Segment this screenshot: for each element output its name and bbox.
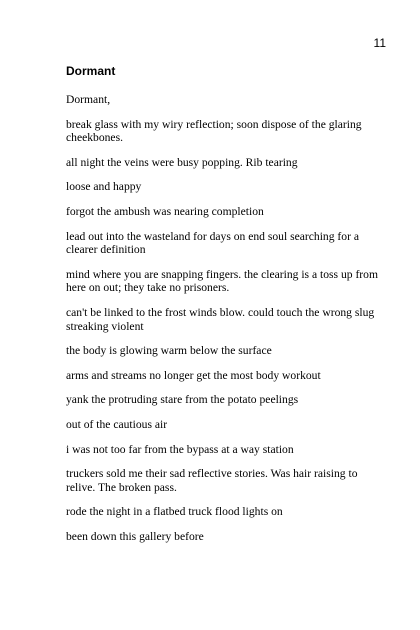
poem-line: Dormant, xyxy=(66,93,111,106)
poem-line: loose and happy xyxy=(66,180,142,194)
poem-line: the body is glowing warm below the surface xyxy=(66,344,272,358)
poem-line: i was not too far from the bypass at a way station xyxy=(66,442,294,456)
page-number: 11 xyxy=(373,36,386,50)
poem-line: yank the protruding stare from the potato peelings xyxy=(66,393,299,407)
poem-line: rode the night in a flatbed truck flood lights on xyxy=(66,505,283,519)
poem-body xyxy=(66,93,388,554)
poem-line: truckers sold me their sad reflective stories. Was hair raising to relive. The broken pass. xyxy=(66,467,358,494)
poem-line: break glass with my wiry reflection; soon dispose of the glaring cheekbones. xyxy=(66,117,362,145)
poem-title: Dormant xyxy=(66,64,116,78)
poem-line: mind where you are snapping fingers. the clearing is a toss up from here on out; they take no prisoners. xyxy=(66,267,378,295)
poem-line: forgot the ambush was nearing completion xyxy=(66,204,264,218)
poem-line: can't be linked to the frost winds blow. could touch the wrong slug streaking violent xyxy=(66,305,375,333)
poem-line: out of the cautious air xyxy=(66,417,168,431)
poem-line: arms and streams no longer get the most body workout xyxy=(66,368,321,382)
poem-line: lead out into the wasteland for days on end soul searching for a clearer definition xyxy=(66,229,359,257)
poem-line: been down this gallery before xyxy=(66,529,204,543)
poem-line: all night the veins were busy popping. Rib tearing xyxy=(66,155,298,169)
